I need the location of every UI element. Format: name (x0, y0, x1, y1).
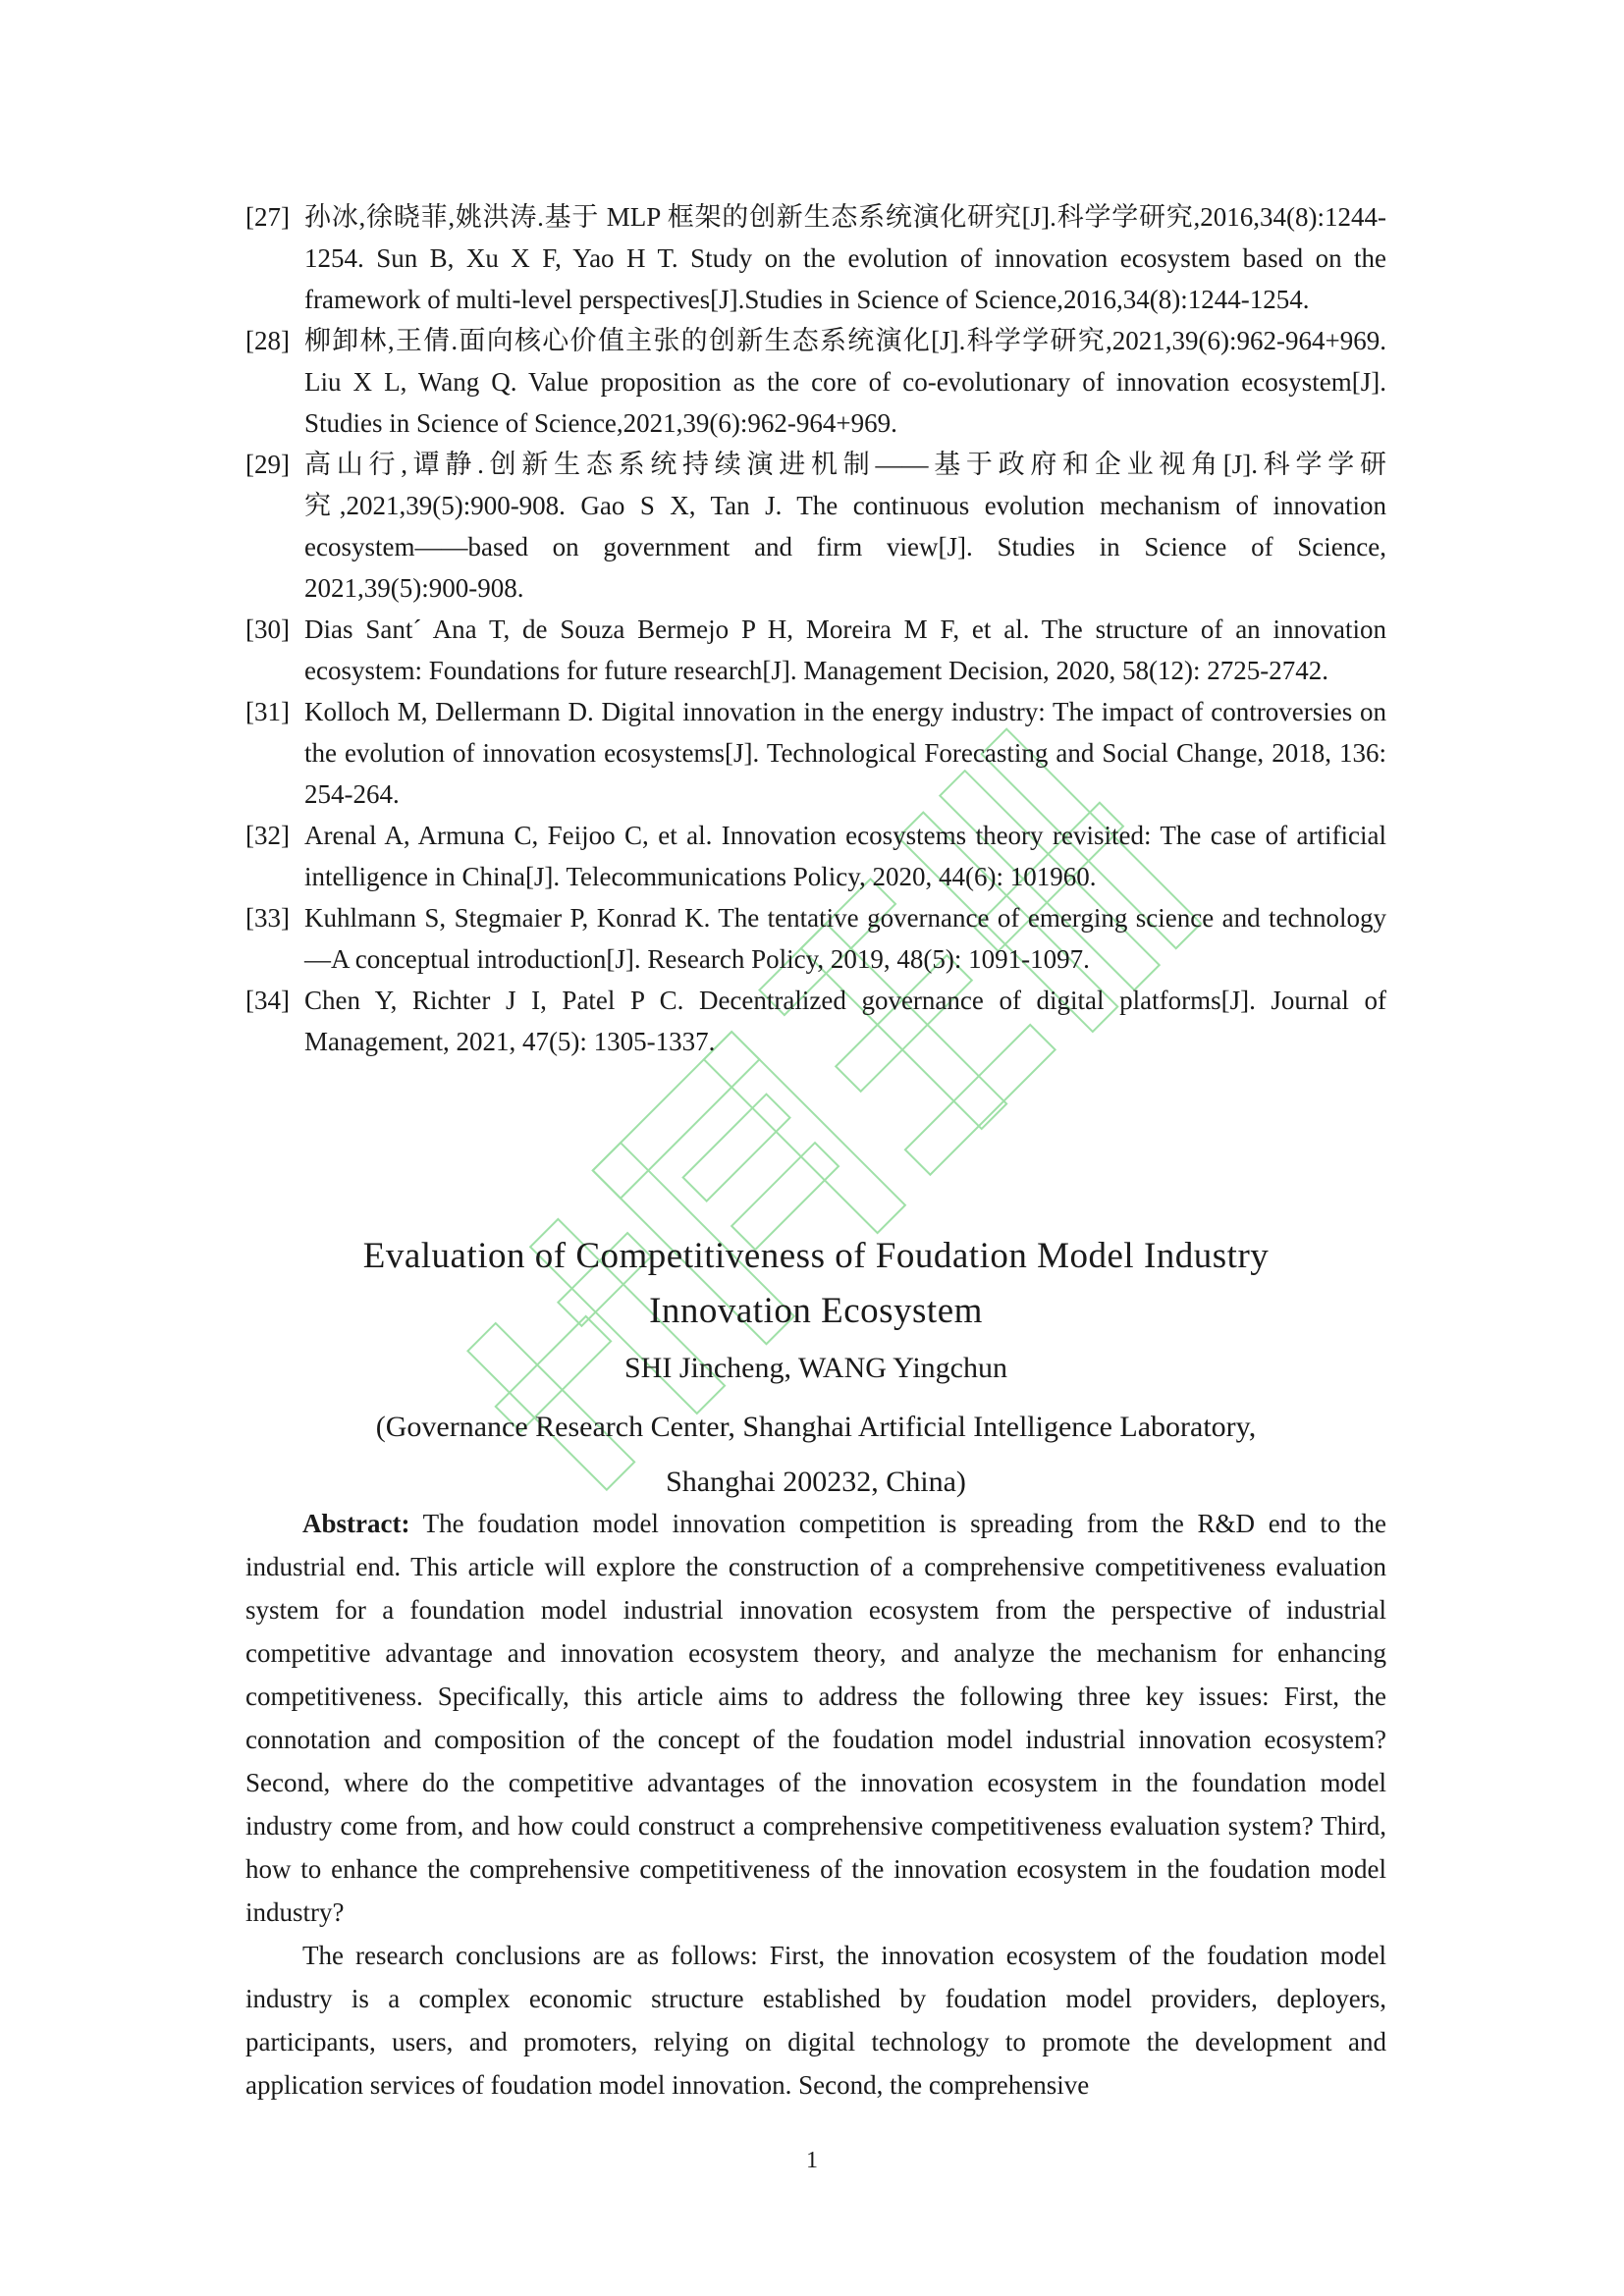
reference-text: Chen Y, Richter J I, Patel P C. Decentralized governance of digital platforms[J]. Journal of Management, 2021, 47(5): 1305-1337. (304, 986, 1386, 1056)
reference-number: [31] (245, 697, 290, 726)
reference-item (245, 444, 1386, 609)
reference-number: [28] (245, 326, 290, 355)
reference-text: 孙冰,徐晓菲,姚洪涛.基于 MLP 框架的创新生态系统演化研究[J].科学学研究,2016,34(8):1244-1254. Sun B, Xu X F, Yao H T. Study on the evolution of innovation ecosystem based on the framework of multi-level perspectives[J].Studies in Science of Science,2016,34(8):1244-1254. (304, 202, 1386, 314)
abstract-paragraph-2: The research conclusions are as follows: First, the innovation ecosystem of the foudation model industry is a complex economic structure established by foudation model providers, deployers, participants, users, and promoters, relying on digital technology to promote the development and application services of foudation model innovation. Second, the comprehensive (245, 1941, 1386, 2100)
reference-item (245, 196, 1386, 320)
reference-number: [30] (245, 614, 290, 644)
reference-item (245, 897, 1386, 980)
affiliation-line-2: Shanghai 200232, China) (666, 1466, 966, 1498)
english-title-line-2: Innovation Ecosystem (649, 1291, 983, 1331)
reference-item (245, 691, 1386, 815)
reference-list (245, 196, 1386, 1062)
reference-text: Kuhlmann S, Stegmaier P, Konrad K. The tentative governance of emerging science and technology—A conceptual introduction[J]. Research Policy, 2019, 48(5): 1091-1097. (304, 903, 1386, 974)
reference-number: [27] (245, 202, 290, 232)
reference-text: 柳卸林,王倩.面向核心价值主张的创新生态系统演化[J].科学学研究,2021,39(6):962-964+969. Liu X L, Wang Q. Value proposition as the core of co-evolutionary of innovation ecosystem[J]. Studies in Science of Science,2021,39(6):962-964+969. (304, 326, 1386, 438)
abstract (245, 1502, 1386, 2107)
english-title (245, 1229, 1386, 1339)
abstract-label: Abstract: (302, 1509, 410, 1538)
authors: SHI Jincheng, WANG Yingchun (624, 1352, 1007, 1384)
reference-text: Dias Sant´ Ana T, de Souza Bermejo P H, Moreira M F, et al. The structure of an innovation ecosystem: Foundations for future research[J]. Management Decision, 2020, 58(12): 2725-2742. (304, 614, 1386, 685)
english-title-line-1: Evaluation of Competitiveness of Foudation Model Industry (362, 1236, 1270, 1276)
reference-text: Kolloch M, Dellermann D. Digital innovation in the energy industry: The impact of controversies on the evolution of innovation ecosystems[J]. Technological Forecasting and Social Change, 2018, 136: 254-264. (304, 697, 1386, 809)
reference-item (245, 320, 1386, 444)
page-number: 1 (806, 2148, 818, 2173)
reference-item (245, 980, 1386, 1062)
reference-number: [34] (245, 986, 290, 1015)
reference-number: [29] (245, 450, 290, 479)
reference-text: Arenal A, Armuna C, Feijoo C, et al. Innovation ecosystems theory revisited: The case of artificial intelligence in China[J]. Telecommunications Policy, 2020, 44(6): 101960. (304, 821, 1386, 891)
affiliation-line-1: (Governance Research Center, Shanghai Artificial Intelligence Laboratory, (375, 1411, 1257, 1443)
reference-number: [32] (245, 821, 290, 850)
abstract-text-1: The foudation model innovation competition is spreading from the R&D end to the industrial end. This article will explore the construction of a comprehensive competitiveness evaluation system for a foundation model industrial innovation ecosystem from the perspective of industrial competitive advantage and innovation ecosystem theory, and analyze the mechanism for enhancing competitiveness. Specifically, this article aims to address the following three key issues: First, the connotation and composition of the concept of the foudation model industrial innovation ecosystem? Second, where do the competitive advantages of the innovation ecosystem in the foundation model industry come from, and how could construct a comprehensive competitiveness evaluation system? Third, how to enhance the comprehensive competitiveness of the innovation ecosystem in the foudation model industry? (245, 1509, 1386, 1927)
abstract-paragraph-1 (245, 1502, 1386, 1934)
affiliation (245, 1400, 1386, 1510)
reference-text: 高山行,谭静.创新生态系统持续演进机制——基于政府和企业视角[J].科学学研究,2021,39(5):900-908. Gao S X, Tan J. The continuous evolution mechanism of innovation ecosystem——based on government and firm view[J]. Studies in Science of Science, 2021,39(5):900-908. (304, 450, 1386, 603)
reference-item (245, 815, 1386, 897)
reference-item (245, 609, 1386, 691)
reference-number: [33] (245, 903, 290, 933)
